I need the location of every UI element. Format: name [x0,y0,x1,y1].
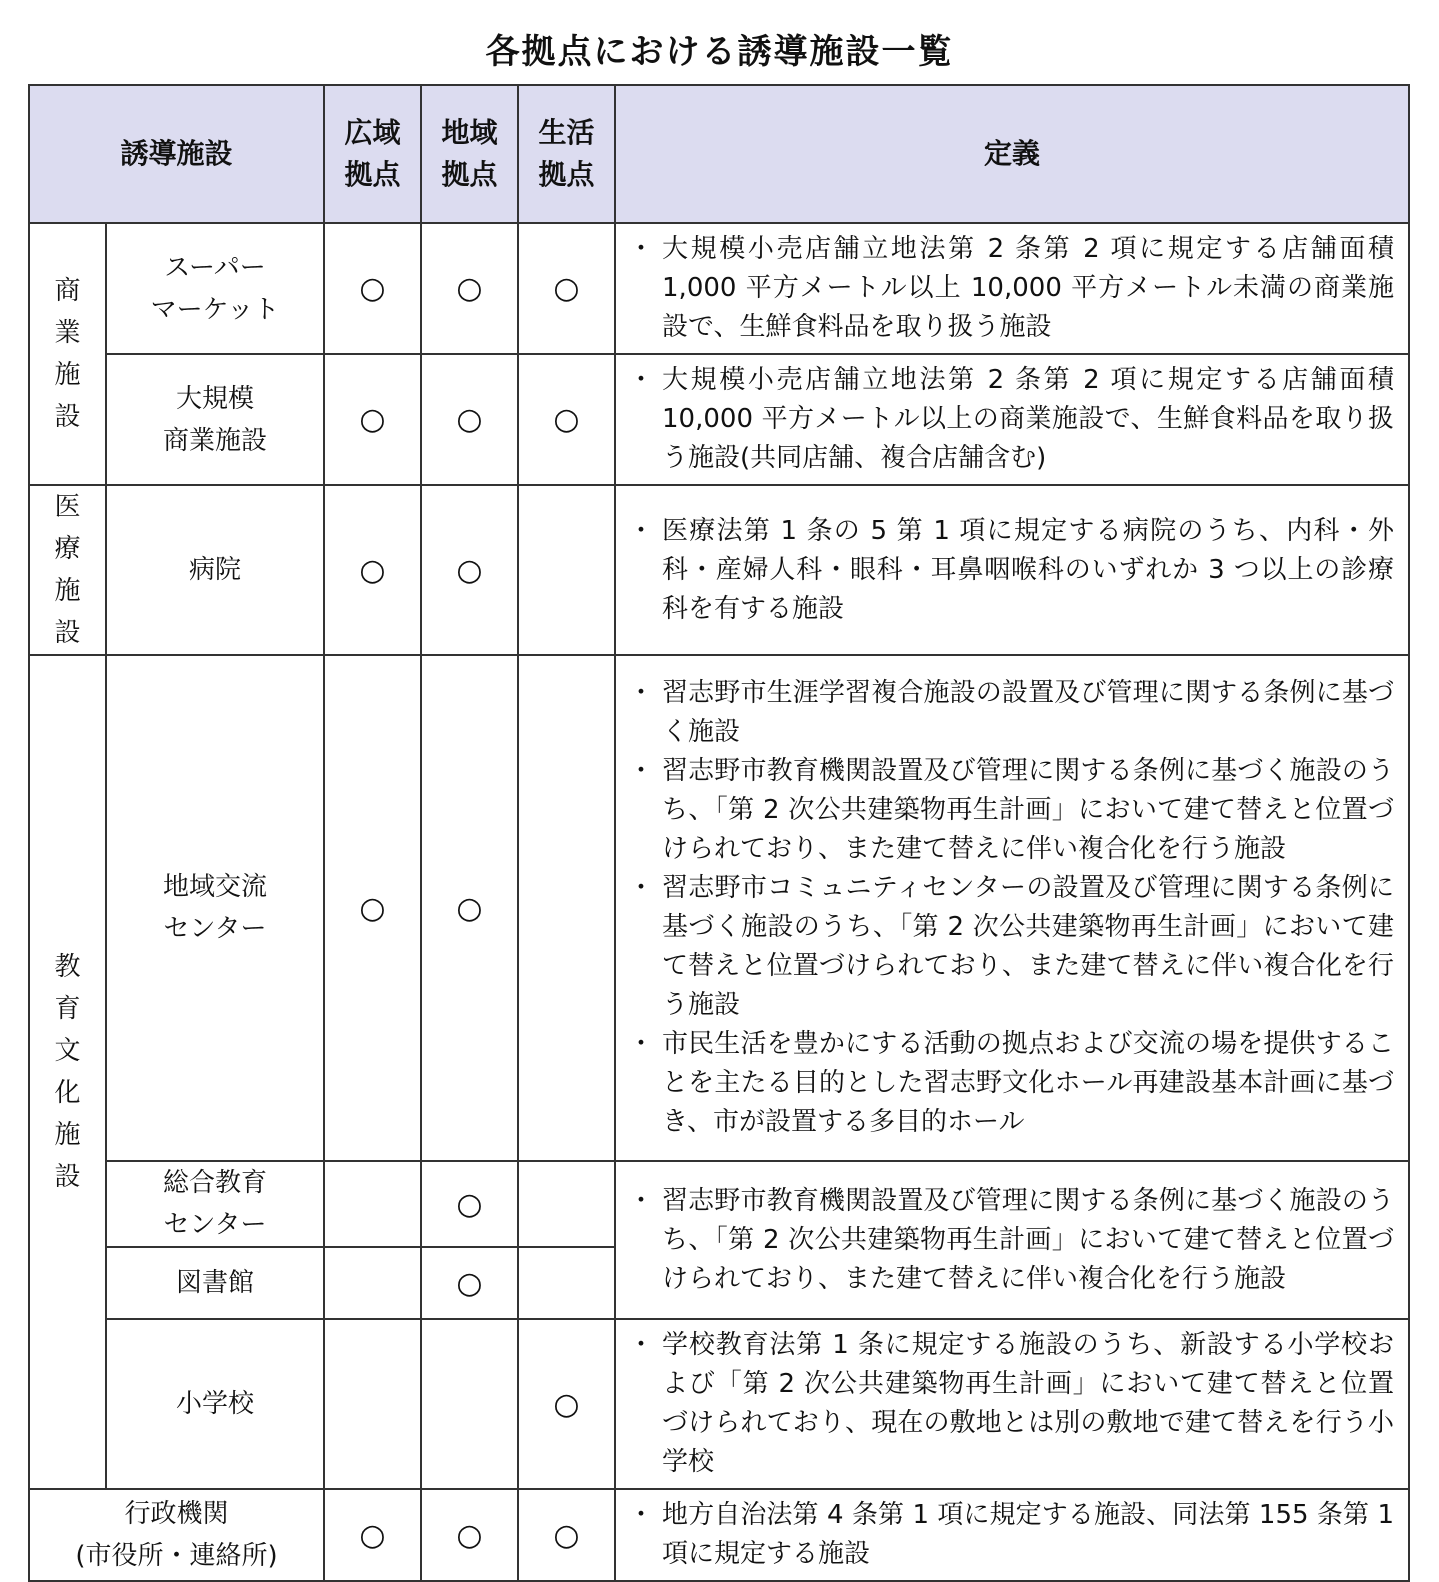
definition-cell [615,1319,1409,1489]
mark-wide: ○ [324,354,421,485]
mark-region: ○ [421,1161,518,1247]
table-row [29,1489,1409,1581]
header-regional-hub: 地域 拠点 [421,85,518,223]
table-row [29,655,1409,1161]
mark-wide [324,1161,421,1247]
table-row [29,1319,1409,1489]
definition-item: ・ 学校教育法第 1 条に規定する施設のうち、新設する小学校および「第 2 次公共建築物再生計画」において建て替えと位置づけられており、現在の敷地とは別の敷地で建て替えを行う小学校 [662,1326,1394,1482]
definition-item: ・ 市民生活を豊かにする活動の拠点および交流の場を提供することを主たる目的とした習志野文化ホール再建設基本計画に基づき、市が設置する多目的ホール [662,1025,1394,1142]
mark-life [518,1247,615,1319]
definition-cell [615,1161,1409,1319]
table-row [29,223,1409,354]
mark-life: ○ [518,1319,615,1489]
table-row [29,1161,1409,1247]
definition-item: ・ 習志野市教育機関設置及び管理に関する条例に基づく施設のうち、「第 2 次公共建築物再生計画」において建て替えと位置づけられており、また建て替えに伴い複合化を行う施設 [662,752,1394,869]
page-title: 各拠点における誘導施設一覧 [485,32,954,72]
mark-life [518,655,615,1161]
mark-wide: ○ [324,1489,421,1581]
mark-wide: ○ [324,655,421,1161]
mark-life [518,1161,615,1247]
header-wide-area-hub: 広域 拠点 [324,85,421,223]
definition-item: ・ 医療法第 1 条の 5 第 1 項に規定する病院のうち、内科・外科・産婦人科・眼科・耳鼻咽喉科のいずれか 3 つ以上の診療科を有する施設 [662,512,1394,629]
mark-life [518,485,615,655]
table-row [29,354,1409,485]
facility-elementary-school: 小学校 [106,1319,324,1489]
mark-life: ○ [518,1489,615,1581]
header-row [29,85,1409,223]
definition-item: ・ 地方自治法第 4 条第 1 項に規定する施設、同法第 155 条第 1 項に規定する施設 [662,1496,1394,1574]
mark-region [421,1319,518,1489]
mark-region: ○ [421,485,518,655]
facility-administrative: 行政機関 (市役所・連絡所) [29,1489,324,1581]
mark-life: ○ [518,354,615,485]
definition-cell [615,223,1409,354]
mark-wide: ○ [324,223,421,354]
facility-education-center: 総合教育 センター [106,1161,324,1247]
mark-region: ○ [421,655,518,1161]
definition-cell [615,655,1409,1161]
facility-community-center: 地域交流 センター [106,655,324,1161]
facility-library: 図書館 [106,1247,324,1319]
definition-item: ・ 大規模小売店舗立地法第 2 条第 2 項に規定する店舗面積 10,000 平方メートル以上の商業施設で、生鮮食料品を取り扱う施設(共同店舗、複合店舗含む) [662,361,1394,478]
header-living-hub: 生活 拠点 [518,85,615,223]
table-row [29,485,1409,655]
mark-wide: ○ [324,485,421,655]
mark-wide [324,1319,421,1489]
header-facility: 誘導施設 [29,85,324,223]
facility-table [28,84,1410,1582]
mark-life: ○ [518,223,615,354]
category-education-culture: 教 育 文 化 施 設 [29,655,106,1489]
facility-supermarket: スーパー マーケット [106,223,324,354]
definition-item: ・ 習志野市コミュニティセンターの設置及び管理に関する条例に基づく施設のうち、「第 2 次公共建築物再生計画」において建て替えと位置づけられており、また建て替えに伴い複合化を行う施設 [662,869,1394,1025]
definition-item: ・ 習志野市教育機関設置及び管理に関する条例に基づく施設のうち、「第 2 次公共建築物再生計画」において建て替えと位置づけられており、また建て替えに伴い複合化を行う施設 [662,1182,1394,1299]
category-commercial: 商 業 施 設 [29,223,106,485]
definition-cell [615,1489,1409,1581]
category-medical: 医 療 施 設 [29,485,106,655]
definition-cell [615,485,1409,655]
mark-region: ○ [421,223,518,354]
definition-cell [615,354,1409,485]
mark-region: ○ [421,1489,518,1581]
definition-item: ・ 習志野市生涯学習複合施設の設置及び管理に関する条例に基づく施設 [662,674,1394,752]
facility-hospital: 病院 [106,485,324,655]
mark-region: ○ [421,1247,518,1319]
definition-item: ・ 大規模小売店舗立地法第 2 条第 2 項に規定する店舗面積 1,000 平方メートル以上 10,000 平方メートル未満の商業施設で、生鮮食料品を取り扱う施設 [662,230,1394,347]
facility-large-commercial: 大規模 商業施設 [106,354,324,485]
header-definition: 定義 [615,85,1409,223]
mark-region: ○ [421,354,518,485]
mark-wide [324,1247,421,1319]
